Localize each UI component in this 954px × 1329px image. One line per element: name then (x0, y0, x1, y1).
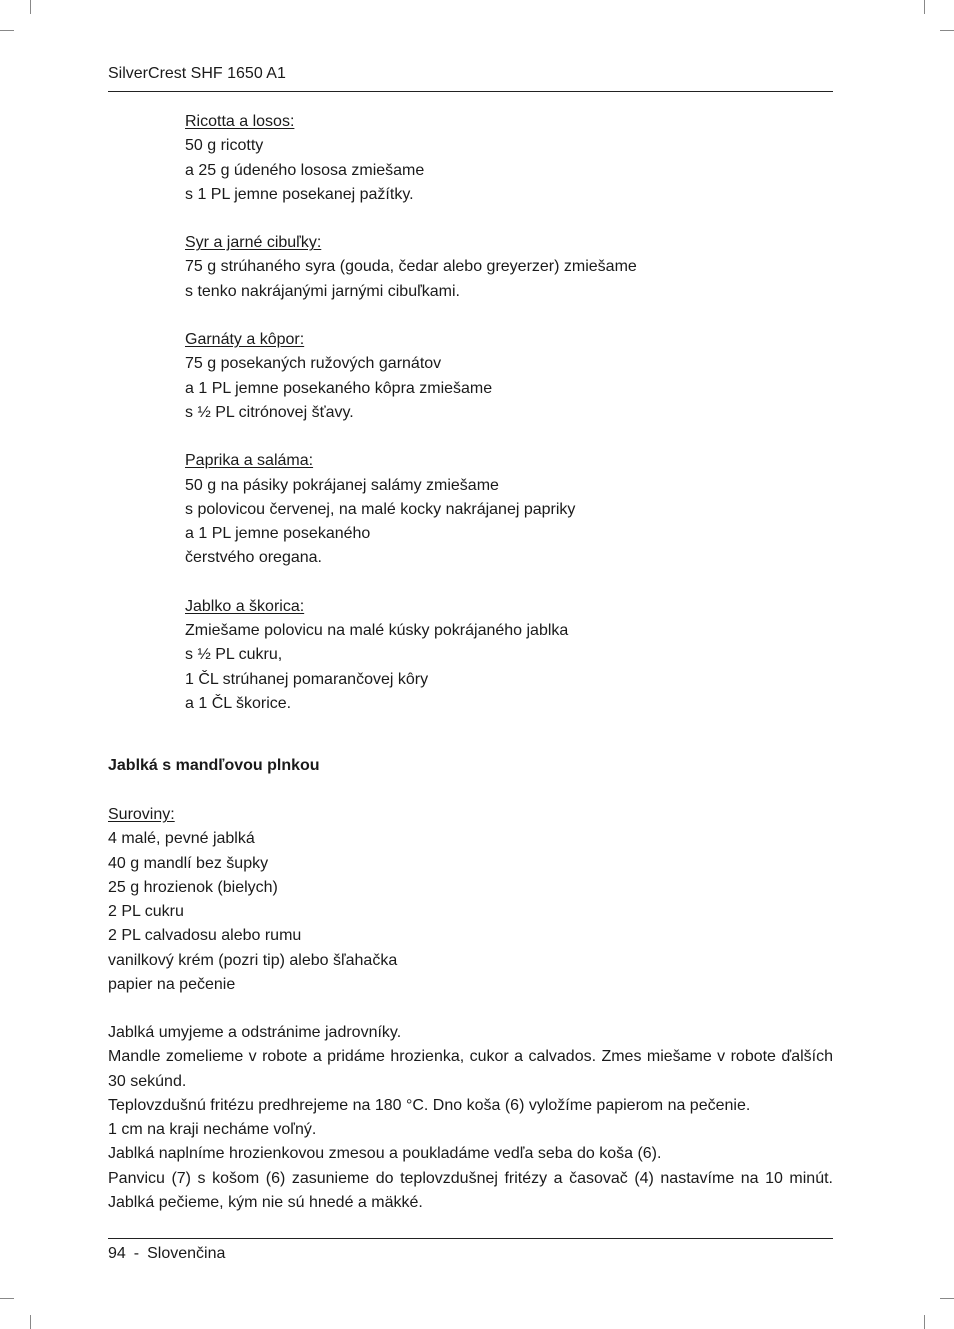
recipe-line: s ½ PL citrónovej šťavy. (185, 403, 354, 421)
ingredients-list (108, 803, 833, 997)
recipe-line: s 1 PL jemne posekanej pažítky. (185, 185, 414, 203)
page-footer (108, 1242, 833, 1266)
page-header (108, 64, 833, 84)
recipe-line: 75 g strúhaného syra (gouda, čedar alebo greyerzer) zmiešame (185, 258, 637, 276)
footer-separator: - (133, 1245, 140, 1262)
recipe-block (185, 595, 785, 716)
spread-recipes (185, 110, 785, 740)
recipe-line: 50 g na pásiky pokrájanej salámy zmiešame (185, 476, 499, 494)
recipe-block (185, 449, 785, 570)
recipe-block (185, 110, 785, 207)
crop-mark (0, 1298, 14, 1299)
recipe-title: Jablko a škorica: (185, 597, 305, 615)
method-paragraph: Mandle zomelieme v robote a pridáme hrozienka, cukor a calvados. Zmes miešame v robote ďalších 30 sekúnd. (108, 1048, 833, 1090)
footer-language: Slovenčina (147, 1245, 226, 1262)
method-paragraph: Panvicu (7) s košom (6) zasunieme do teplovzdušnej fritézy a časovač (4) nastavíme na 10 minút. Jablká pečieme, kým nie sú hnedé a mäkké. (108, 1169, 833, 1212)
recipe-title: Syr a jarné cibuľky: (185, 234, 322, 252)
method-steps (108, 1021, 833, 1215)
recipe-line: Zmiešame polovicu na malé kúsky pokrájaného jablka (185, 622, 569, 640)
recipe-line: s ½ PL cukru, (185, 646, 283, 664)
ingredient-item: vanilkový krém (pozri tip) alebo šľahačka (108, 951, 398, 969)
ingredient-item: 2 PL cukru (108, 903, 184, 921)
footer-rule (108, 1238, 833, 1239)
ingredient-item: 25 g hrozienok (bielych) (108, 878, 278, 896)
recipe-line: a 1 PL jemne posekaného kôpra zmiešame (185, 379, 493, 397)
section-title: Jablká s mandľovou plnkou (108, 757, 320, 774)
ingredient-item: 2 PL calvadosu alebo rumu (108, 927, 302, 945)
method-paragraph: Teplovzdušnú fritézu predhrejeme na 180 °C. Dno koša (6) vyložíme papierom na pečenie. (108, 1096, 751, 1114)
method-paragraph: Jablká naplníme hrozienkovou zmesou a poukladáme vedľa seba do koša (6). (108, 1145, 662, 1163)
recipe-line: a 1 ČL škorice. (185, 694, 292, 712)
recipe-line: s polovicou červenej, na malé kocky nakrájanej papriky (185, 500, 576, 518)
header-title: SilverCrest SHF 1650 A1 (108, 65, 286, 82)
recipe-line: čerstvého oregana. (185, 549, 322, 567)
crop-mark (940, 30, 954, 31)
recipe-block (185, 231, 785, 304)
recipe-title: Paprika a saláma: (185, 452, 314, 470)
recipe-line: s tenko nakrájanými jarnými cibuľkami. (185, 282, 460, 300)
crop-mark (30, 1315, 31, 1329)
header-rule (108, 91, 833, 92)
method-paragraph: 1 cm na kraji necháme voľný. (108, 1121, 317, 1139)
recipe-line: 75 g posekaných ružových garnátov (185, 355, 442, 373)
ingredient-item: papier na pečenie (108, 976, 236, 994)
crop-mark (30, 0, 31, 14)
crop-mark (924, 0, 925, 14)
ingredient-item: 4 malé, pevné jablká (108, 830, 255, 848)
crop-mark (940, 1298, 954, 1299)
recipe-line: a 1 PL jemne posekaného (185, 525, 371, 543)
page-number: 94 (108, 1245, 126, 1262)
crop-mark (924, 1315, 925, 1329)
recipe-title: Ricotta a losos: (185, 113, 295, 130)
crop-mark (0, 30, 14, 31)
ingredients-title: Suroviny: (108, 806, 175, 823)
recipe-title: Garnáty a kôpor: (185, 331, 305, 349)
method-paragraph: Jablká umyjeme a odstránime jadrovníky. (108, 1024, 402, 1041)
recipe-block (185, 328, 785, 425)
recipe-line: 50 g ricotty (185, 137, 264, 155)
ingredient-item: 40 g mandlí bez šupky (108, 854, 269, 872)
recipe-line: a 25 g údeného lososa zmiešame (185, 161, 425, 179)
recipe-line: 1 ČL strúhanej pomarančovej kôry (185, 670, 429, 688)
